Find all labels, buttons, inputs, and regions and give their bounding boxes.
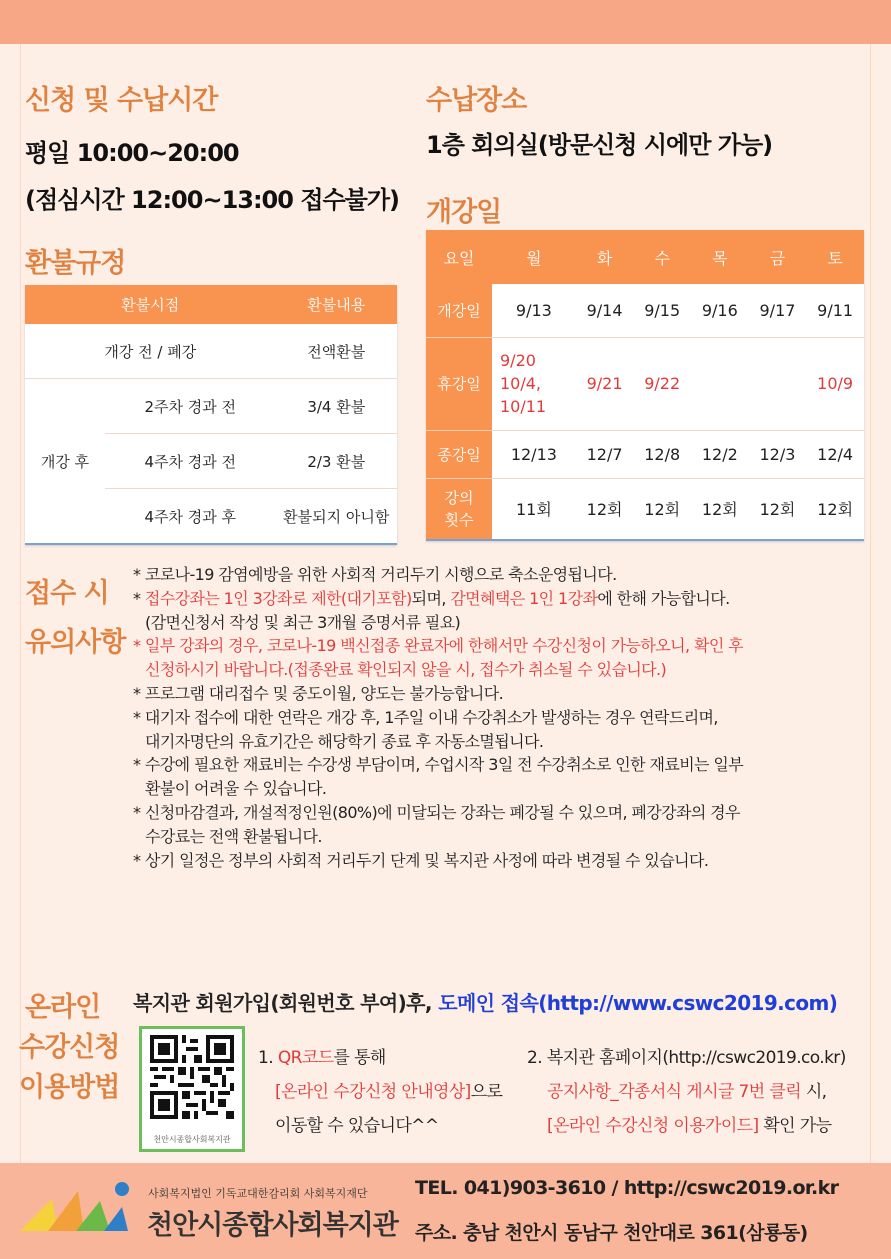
table-cell: 12회 bbox=[806, 478, 864, 540]
table-cell: 4주차 경과 후 bbox=[105, 489, 276, 545]
table-cell: 12/2 bbox=[691, 430, 749, 478]
notice-text: 에 한해 가능합니다. bbox=[597, 588, 730, 608]
video-link[interactable]: [온라인 수강신청 안내영상] bbox=[275, 1082, 471, 1102]
table-cell bbox=[691, 337, 749, 430]
step-1-line bbox=[258, 1075, 502, 1109]
table-row bbox=[426, 337, 864, 430]
notice-line: * 대기자 접수에 대한 연락은 개강 후, 1주일 이내 수강취소가 발생하는 경우 연락드리며, bbox=[133, 707, 718, 727]
top-banner bbox=[0, 0, 891, 44]
table-cell: 9/17 bbox=[749, 284, 807, 337]
table-header: 환불시점 bbox=[25, 285, 276, 324]
row-header: 종강일 bbox=[426, 430, 492, 478]
notice-text: 되며, bbox=[411, 588, 451, 608]
refund-table bbox=[25, 285, 397, 545]
qr-highlight: QR코드 bbox=[277, 1048, 334, 1068]
table-cell: 12/13 bbox=[492, 430, 576, 478]
table-row bbox=[25, 324, 397, 379]
org-name: 천안시종합사회복지관 bbox=[147, 1210, 398, 1241]
bg-stripe bbox=[20, 44, 21, 1164]
table-cell: 4주차 경과 전 bbox=[105, 434, 276, 489]
table-header: 요일 bbox=[426, 230, 492, 284]
table-row bbox=[426, 430, 864, 478]
hours-lunch: (점심시간 12:00~13:00 접수불가) bbox=[25, 186, 400, 214]
table-cell: 9/11 bbox=[806, 284, 864, 337]
hours-weekday: 평일 10:00~20:00 bbox=[25, 139, 239, 167]
step-text: 확인 가능 bbox=[758, 1116, 832, 1136]
notice-line: 환불이 어려울 수 있습니다. bbox=[145, 779, 327, 799]
table-cell: 9/15 bbox=[633, 284, 691, 337]
table-cell: 9/22 bbox=[633, 337, 691, 430]
table-cell: 9/16 bbox=[691, 284, 749, 337]
table-cell: 개강 후 bbox=[25, 379, 105, 545]
step-2-line bbox=[527, 1075, 846, 1109]
table-row bbox=[426, 478, 864, 540]
step-2-line: 2. 복지관 홈페이지(http://cswc2019.co.kr) bbox=[527, 1048, 846, 1068]
table-header: 환불내용 bbox=[276, 285, 397, 324]
org-logo-icon bbox=[18, 1177, 136, 1239]
table-cell: 12회 bbox=[576, 478, 634, 540]
notice-line: * 코로나-19 감염예방을 위한 사회적 거리두기 시행으로 축소운영됩니다. bbox=[133, 565, 617, 584]
table-cell: 12/4 bbox=[806, 430, 864, 478]
notice-title-1: 접수 시 bbox=[25, 578, 109, 609]
row-header: 개강일 bbox=[426, 284, 492, 337]
signup-text: 복지관 회원가입(회원번호 부여)후, bbox=[133, 991, 439, 1015]
guide-link[interactable]: [온라인 수강신청 이용가이드] bbox=[547, 1116, 759, 1136]
table-header: 토 bbox=[806, 230, 864, 284]
table-header-row bbox=[25, 285, 397, 324]
qr-code[interactable] bbox=[139, 1026, 245, 1152]
opening-schedule-table bbox=[426, 230, 864, 541]
table-row bbox=[25, 379, 397, 434]
notice-line: * 프로그램 대리접수 및 중도이월, 양도는 불가능합니다. bbox=[133, 683, 504, 703]
org-subtitle: 사회복지법인 기독교대한감리회 사회복지재단 bbox=[148, 1187, 368, 1200]
domain-link[interactable]: 도메인 접속(http://www.cswc2019.com) bbox=[438, 991, 838, 1015]
table-cell: 2/3 환불 bbox=[276, 434, 397, 489]
notice-list bbox=[133, 563, 833, 872]
table-cell: 11회 bbox=[492, 478, 576, 540]
notice-line: (감면신청서 작성 및 최근 3개월 증명서류 필요) bbox=[145, 612, 461, 632]
table-cell: 3/4 환불 bbox=[276, 379, 397, 434]
refund-title: 환불규정 bbox=[25, 248, 126, 279]
notice-line bbox=[133, 587, 833, 611]
table-cell: 12회 bbox=[633, 478, 691, 540]
table-cell: 12회 bbox=[691, 478, 749, 540]
qr-code-icon bbox=[150, 1035, 234, 1119]
table-cell: 12/3 bbox=[749, 430, 807, 478]
step-number: 1. bbox=[258, 1048, 278, 1068]
table-header: 월 bbox=[492, 230, 576, 284]
notice-bullet: * bbox=[133, 588, 145, 608]
hours-title: 신청 및 수납시간 bbox=[25, 85, 218, 116]
table-cell: 10/9 bbox=[806, 337, 864, 430]
step-2 bbox=[527, 1041, 846, 1143]
place-title: 수납장소 bbox=[426, 85, 527, 116]
online-signup-line bbox=[133, 987, 837, 1016]
table-row bbox=[426, 284, 864, 337]
step-text: 시, bbox=[801, 1082, 827, 1102]
step-text: 를 통해 bbox=[333, 1048, 386, 1068]
place-text: 1층 회의실(방문신청 시에만 가능) bbox=[426, 131, 773, 159]
notice-post-link[interactable]: 공지사항_각종서식 게시글 7번 클릭 bbox=[547, 1082, 802, 1102]
table-header: 목 bbox=[691, 230, 749, 284]
table-cell: 12/7 bbox=[576, 430, 634, 478]
table-cell: 12회 bbox=[749, 478, 807, 540]
notice-line: 수강료는 전액 환불됩니다. bbox=[145, 826, 322, 846]
step-1-line bbox=[258, 1041, 502, 1075]
online-title-3: 이용방법 bbox=[19, 1072, 120, 1103]
row-header: 강의 횟수 bbox=[426, 478, 492, 540]
notice-line: * 수강에 필요한 재료비는 수강생 부담이며, 수업시작 3일 전 수강취소로 인한 재료비는 일부 bbox=[133, 755, 744, 775]
table-header: 수 bbox=[633, 230, 691, 284]
contact-address: 주소. 충남 천안시 동남구 천안대로 361(삼룡동) bbox=[415, 1222, 808, 1244]
table-cell: 12/8 bbox=[633, 430, 691, 478]
notice-line: * 신청마감결과, 개설적정인원(80%)에 미달되는 강좌는 폐강될 수 있으며, 폐강강좌의 경우 bbox=[133, 802, 740, 822]
table-header: 화 bbox=[576, 230, 634, 284]
step-text: 으로 bbox=[470, 1082, 503, 1102]
step-1-line: 이동할 수 있습니다^^ bbox=[275, 1116, 439, 1136]
notice-highlight: 감면혜택은 1인 1강좌 bbox=[450, 588, 598, 608]
table-cell bbox=[749, 337, 807, 430]
table-cell: 2주차 경과 전 bbox=[105, 379, 276, 434]
table-cell: 전액환불 bbox=[276, 324, 397, 379]
online-title-2: 수강신청 bbox=[19, 1032, 120, 1063]
table-header: 금 bbox=[749, 230, 807, 284]
notice-line: * 일부 강좌의 경우, 코로나-19 백신접종 완료자에 한해서만 수강신청이 가능하오니, 확인 후 bbox=[133, 636, 744, 656]
notice-line: * 상기 일정은 정부의 사회적 거리두기 단계 및 복지관 사정에 따라 변경될 수 있습니다. bbox=[133, 850, 709, 870]
step-2-line bbox=[527, 1109, 846, 1143]
table-cell: 9/13 bbox=[492, 284, 576, 337]
notice-line: 대기자명단의 유효기간은 해당학기 종료 후 자동소멸됩니다. bbox=[145, 731, 544, 751]
notice-title-2: 유의사항 bbox=[25, 627, 126, 658]
table-cell: 9/21 bbox=[576, 337, 634, 430]
row-header: 휴강일 bbox=[426, 337, 492, 430]
table-cell: 환불되지 아니함 bbox=[276, 489, 397, 545]
online-title-1: 온라인 bbox=[25, 992, 101, 1023]
table-cell: 9/14 bbox=[576, 284, 634, 337]
opening-title: 개강일 bbox=[426, 197, 502, 228]
table-header-row bbox=[426, 230, 864, 284]
step-1 bbox=[258, 1041, 502, 1143]
qr-caption: 천안시종합사회복지관 bbox=[153, 1135, 231, 1144]
contact-tel: TEL. 041)903-3610 / http://cswc2019.or.kr bbox=[415, 1177, 839, 1199]
notice-line: 신청하시기 바랍니다.(접종완료 확인되지 않을 시, 접수가 취소될 수 있습니다.) bbox=[145, 660, 667, 680]
table-cell: 개강 전 / 폐강 bbox=[25, 324, 276, 379]
bg-stripe bbox=[870, 44, 871, 1164]
notice-highlight: 접수강좌는 1인 3강좌로 제한(대기포함) bbox=[144, 588, 412, 608]
table-cell: 9/20 10/4, 10/11 bbox=[492, 337, 576, 430]
